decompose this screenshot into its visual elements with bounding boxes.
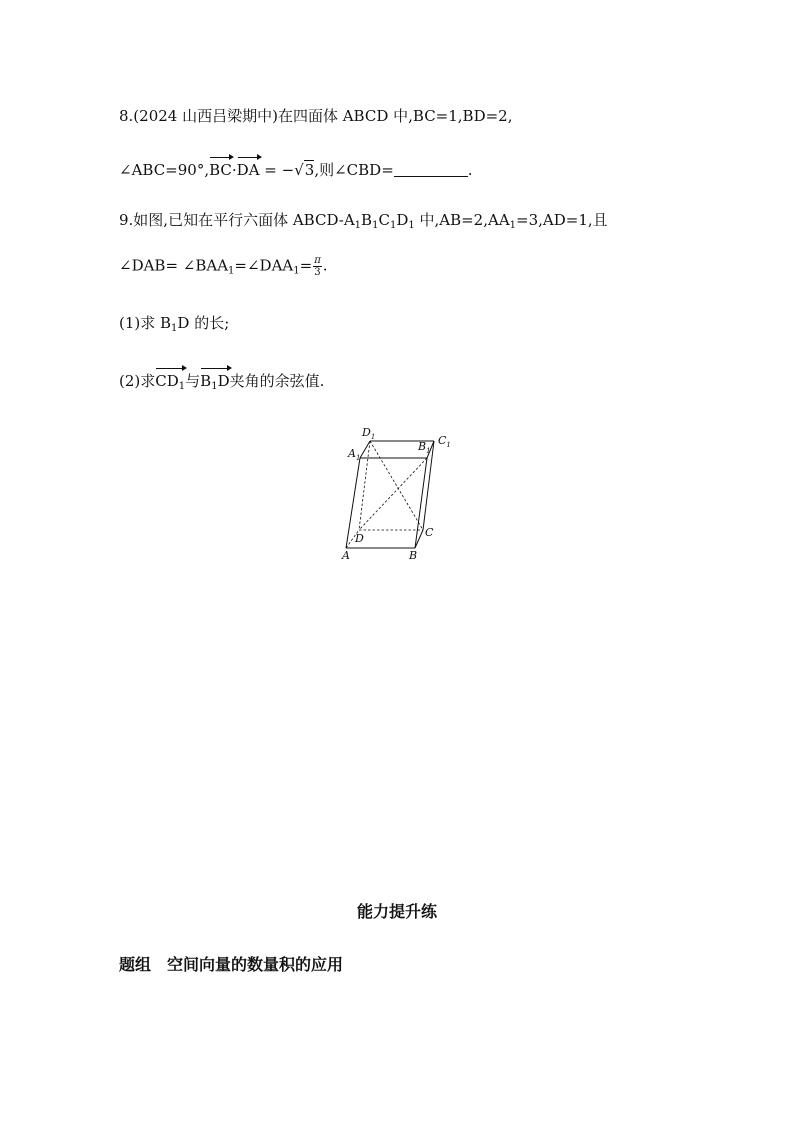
vector-b1d-d: D	[217, 372, 230, 390]
q9-angle-pre: ∠DAB= ∠BAA	[119, 256, 229, 275]
part2-pre: (2)求	[119, 372, 156, 390]
subscript: 1	[228, 265, 235, 277]
label-c: C	[425, 526, 434, 539]
hidden-edge-d-d1	[359, 441, 370, 530]
subscript: 1	[293, 265, 300, 277]
fraction-denominator: 3	[314, 267, 321, 278]
answer-blank	[394, 162, 468, 177]
label-a1: $A_1$	[348, 447, 361, 462]
vector-b1d-b: B	[200, 372, 212, 390]
q9-intro-post2: =3,AD=1,且	[516, 211, 608, 229]
label-d1: $D_1$	[362, 426, 376, 441]
diagonal-d1-c	[370, 441, 423, 530]
subscript: 1	[408, 220, 415, 231]
q9-letter-c: C	[378, 211, 390, 229]
vector-cd1-text: CD	[155, 372, 179, 390]
question-9-part-2	[119, 369, 324, 391]
subscript: 1	[509, 220, 517, 231]
equals-minus: = −	[259, 161, 295, 179]
sqrt-value: 3	[304, 161, 315, 179]
part2-mid: 与	[185, 372, 201, 390]
parallelepiped-figure	[338, 420, 458, 565]
question-9-intro	[119, 210, 608, 230]
q8-angle: ∠ABC=90°,	[119, 161, 210, 179]
vector-da: DA	[237, 158, 260, 180]
q9-letter-d: D	[396, 211, 409, 229]
label-c1: $C_1$	[438, 434, 451, 449]
q9-intro-post: 中,AB=2,AA	[414, 211, 510, 229]
question-9-angles	[119, 255, 328, 278]
q9-intro-pre: 9.如图,已知在平行六面体 ABCD-A	[119, 211, 355, 229]
subscript: 1	[389, 220, 397, 231]
question-8-line-2: ∠ABC=90°,BC·DA = −√3,则∠CBD= .	[119, 158, 473, 180]
subscript: 1	[372, 220, 379, 231]
q9-angle-eq: =	[299, 256, 313, 275]
vector-bc: BC	[209, 158, 232, 180]
group-title: 题组 空间向量的数量积的应用	[119, 955, 344, 974]
part1-pre: (1)求 B	[119, 314, 172, 332]
label-b1: $B_1$	[418, 440, 431, 455]
subscript: 1	[178, 381, 186, 392]
label-d: D	[355, 532, 364, 545]
vector-b1d	[200, 369, 229, 391]
subscript: 1	[171, 323, 178, 334]
subscript: 1	[354, 220, 362, 231]
section-title: 能力提升练	[356, 902, 437, 921]
subscript: 1	[211, 381, 218, 392]
label-a: A	[342, 549, 350, 562]
fraction-numerator: π	[314, 255, 321, 266]
vector-cd1	[155, 369, 185, 391]
q8-tail: ,则∠CBD=	[314, 161, 394, 179]
part2-post: 夹角的余弦值.	[229, 372, 325, 390]
q9-letter-b: B	[361, 211, 373, 229]
label-b: B	[409, 549, 418, 562]
part1-post: D 的长;	[177, 314, 230, 332]
q8-text: 8.(2024 山西吕梁期中)在四面体 ABCD 中,BC=1,BD=2,	[119, 107, 513, 125]
dot-operator: ·	[231, 161, 237, 179]
q9-angle-mid: =∠DAA	[234, 256, 294, 275]
pi-over-3-fraction	[313, 255, 322, 278]
q8-end: .	[467, 161, 473, 179]
question-8-line-1	[119, 106, 513, 126]
question-9-part-1	[119, 313, 229, 333]
q9-angle-end: .	[322, 256, 328, 275]
